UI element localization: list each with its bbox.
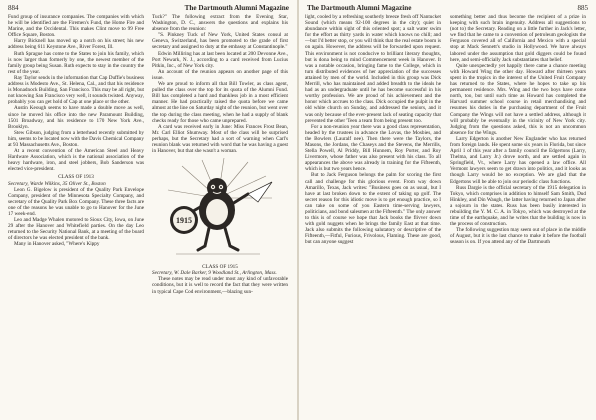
right-column-2 <box>450 14 586 418</box>
paragraph: Ruth Sprague has come to the States to join his family, which is now larger than formerly by one, the newest member of the family group being Susan. Ruth expects to stay in the country the rest of the year. <box>8 50 144 75</box>
left-column-2 <box>152 14 288 418</box>
class-secretary-line: Secretary, Warde Wilkins, 35 Oliver St., Boston <box>8 180 106 187</box>
paragraph: light, cooled by a refreshing southerly breeze fresh off Nantucket Sound (which means 92-100 degrees in the city); quiet in abundance within sight of this oriented spot; a salt water swim for the effort as thirty yards in water which knows no chill; and—but I'd better stop, or you will think that the real estate boom is on again. However, the address will be forwarded upon request. This environment is not conducive to brilliant literary thoughts, but is dona being to mind Commencement week in Hanover. It was a notable occasion, bringing fame to the College, which in turn distributed evidences of her appreciation of the successes attained by men of the world. Included in this group was Dick Merrill, who has maintained and added breadth to the ideals he had as an undergraduate until he has become successful in his worthy profession. We are proud of his achievement and the honor which accrues to the class. Dick occupied the pulpit in the old white church on Sunday, and addressed the seniors, and it was only because of the ever-present lack of seating capacity that prevented the other 'Teen a team from being present too. <box>305 14 441 124</box>
paragraph: An account of the reunion appears on another page of this issue. <box>152 68 288 81</box>
paragraph: But to Jack Ferguson belongs the palm for scoring the first call and challenge for this glorious event. From way down Amarillo, Texas, Jack writes: "Business goes on as usual, but I have at last broken down to the extent of taking up golf. The secret reason for this idiotic move is to get enough practice, so I can take on some of you Eastern time-serving lawyers, politicians, and bond salesmen at the Fifteenth." The only answer to this is of course we hope that Jack books the flivver down with gold nuggets when he brings the family East at that time. Jack also submits the following salutatory or descriptive of the Fifteenth,—Fitful, Furious, Frivolous, Flaming. These are good, but can anyone suggest <box>305 172 441 246</box>
paragraph: Ray Taylor sends in the information that Cap Duffie's business address is Modesto Ave., St. Helena, Cal., and that his residence is Monadnock Building, San Francisco. This may be all right, but not knowing San Francisco very well, it sounds twisted. Anyway, probably you can get hold of Cap at one place or the other. <box>8 74 144 106</box>
paragraph: At a recent convention of the American Steel and Heavy Hardware Association, which is the national association of the heavy hardware, iron, and steel jobbers, Bob Sanderson was elected vice-president. <box>8 148 144 173</box>
paragraph: Leon G. Bigelow is president of the Quality Park Envelope Company, president of the Minnesota Specialty Company, and secretary of the Quality Park Box Company. These three facts are one of the reasons he was unable to go to Hanover for the June 17 week-end. <box>8 186 144 217</box>
paragraph: Many in Hanover asked, "Where's Kippy <box>14 241 100 248</box>
left-page <box>0 0 297 420</box>
page-number: 884 <box>8 4 19 12</box>
paragraph: A card was received early in June: Miss Frances Frost Bean, Mr. Carl Elliot Shumway. Most of the class will be surprised perhaps, but the Secretary had a sort of warning when Carl's reunion blank was returned with word that he was having a guest in Hanover, but that she wasn't a woman. <box>152 123 288 155</box>
left-page-header <box>8 3 289 13</box>
class-heading: CLASS OF 1913 <box>58 174 94 181</box>
paragraph: Austin Keough seems to have made a double move as well, since he moved his office into the new Paramount Building, 1501 Broadway, and his residence to 170 New York Ave., Brooklyn. <box>8 105 144 130</box>
left-column-1 <box>8 14 144 418</box>
paragraph: Stew Gibson, judging from a letterhead recently submitted by him, seems to be located now with the Davis Chemical Company at 93 Massachusetts Ave., Boston. <box>8 129 144 148</box>
class-secretary-line: Secretary, W. Dale Barker, 9 Woodland St., Arlington, Mass. <box>152 270 277 277</box>
class-heading: CLASS OF 1915 <box>202 264 238 271</box>
running-title: The Dartmouth Alumni Magazine <box>184 4 289 12</box>
paragraph: Fund group of insurance companies. The companies with which he will be identified are the Firemen's Fund, the Home Fire and Marine, and the Occidental. This makes Clint move to 99 Free Office Square, Boston. <box>8 14 144 39</box>
paragraph: something better and thus become the recipient of a prize in keeping with such brain ingenuity. Address all suggestions to (not to) the Secretary. Reading on a little further in Jack's letter, we find that he came to a convention of petroleum geologists the Ferguson covered all of California and Mexico with a special stop at Mack Sennett's studio in Hollywood. We have always labored under the assumption that gold diggers could be found here, and semi-officially Jack substantiates that belief. <box>450 14 586 63</box>
paragraph: Larry Edgerton is another New Englander who has returned from foreign lands. He spent some six years in Florida, but since April 1 of this year after a family council the Edgertons (Larry, Thelma, and Larry Jr.) drove north, and are settled again in Springfield, Vt., where Larry has opened a law office. All Vermont lawyers seem to get drawn into politics, and it looks as though Larry would be no exception. We are glad that the Edgertons will be able to join our periodic class functions. <box>450 135 586 185</box>
paragraph: These notes may be read under most any kind of unfavorable conditions, but it is well to record the fact that they were written in typical Cape Cod environment,—blazing sun- <box>152 276 288 295</box>
paragraph: For a non-reunion year there was a good class representation, headed by the trustees in advance the Lovas, the Mosbies, and the Bowlers (Lauralf nee). Then there were the Taylors, the Masons, the Jordans, the Chaseys and the Stevens, the Merrills, Stella Powell, Al Priddy, Bill Hunnem, Roy Porter, and Roy Livermore, whose father was also present with his class. To all appearances the above was already in training for the Fifteenth, which is but two years hence. <box>305 123 441 173</box>
paragraph: Leo and Madge Whalen motored to Sioux City, Iowa, on June 29 after the Hanover and Whitefield parties. On the day Leo returned to the Security National Bank, at a meeting of the board of directors he was elected president of the bank. <box>8 217 144 242</box>
paragraph: Harry Bicknell has moved up a notch on his street; his new address being 611 Keystone Ave., River Forest, Ill. <box>8 38 144 51</box>
figure-belly <box>206 199 228 225</box>
paragraph: Quite unexpectedly yet happily there came a chance meeting with Howard Wing the other day. Howard after thirteen years spent in the tropics in the interest of the United Fruit Company has returned to the States, where he hopes to take up his permanent residence. Mrs. Wing and the two boys have come north, too, but until such time as Howard has completed the Harvard summer school course in retail merchandising and resumes his duties in the purchasing department of the Fruit Company the Wings will not have a settled address, although it will probably be eventually in the vicinity of New York city. Judging from the questions asked, this is not an uncommon absence for the Wings. <box>450 62 586 136</box>
paragraph: Edwin Milliring has at last been located at 200 Devonne Ave., Port Newark, N. J., according to a card received from Lucius Pitkin, Inc., of New York city. <box>152 50 288 69</box>
paragraph: Russ Dargie is the official secretary of the 1915 delegation in Tokyo, which comprises in addition to himself Sam Smith, Dud Hinkley, and Din Waugh, the latter having returned to Japan after a sojourn in the states. Russ has been busily interested in rebuilding the Y. M. C. A. in Tokyo, which was destroyed at the time of the earthquake, and he writes that the building is now in the process of construction. <box>450 184 586 228</box>
class-of-1915-cartoon-illustration <box>162 158 278 262</box>
running-title: The Dartmouth Alumni Magazine <box>307 4 412 12</box>
figure-head <box>207 178 227 198</box>
paragraph: We are proud to inform all that Bill Towler, as class agent, pulled the class over the top for its quota of the Alumni Fund. Bill has completed a hard and thankless job in a most efficient manner. He had practically raised the quota before we came almost at the line on Saturday night of the reunion, but went over the top during the class meeting, when he had a supply of blank checks ready for those who came unprepared. <box>152 81 288 124</box>
page-number: 885 <box>577 4 588 12</box>
year-badge-label: 1915 <box>176 216 192 226</box>
paragraph: The following suggestion may seem out of place in the middle of August, but it is the last chance to make it before the football season is on. If you attend any of the Dartmouth <box>450 227 586 246</box>
right-page <box>299 0 596 420</box>
right-column-1 <box>305 14 441 418</box>
paragraph: Tuck?" The following extract from the Evening Star, Washington, D. C., answers the questions and explains his absence from the reunion: <box>152 14 288 33</box>
pennant-flag <box>248 182 272 202</box>
right-page-header <box>307 3 588 13</box>
paragraph: "S. Pinkney Tuck of New York, United States consul at Geneva, Switzerland, has been promoted to the grade of first secretary and assigned to duty at the embassy at Constantinople." <box>152 32 288 51</box>
